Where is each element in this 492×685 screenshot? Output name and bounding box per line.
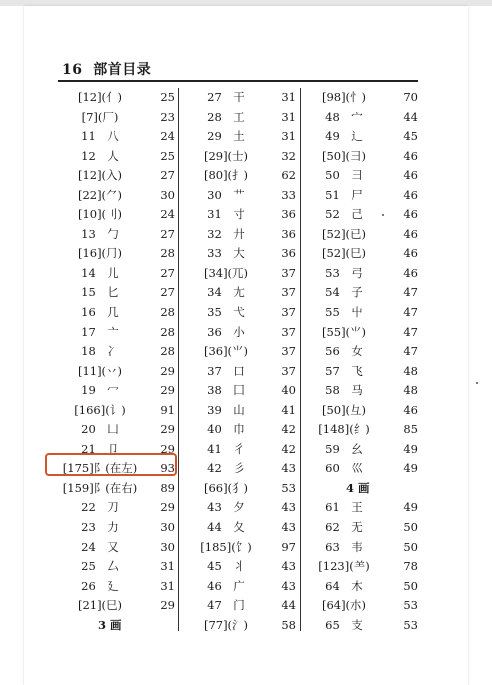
radical-entry xyxy=(58,147,178,167)
page-ref: 28 xyxy=(160,324,175,339)
radical-label: [21](巳) xyxy=(77,598,123,613)
radical-entry xyxy=(184,420,298,440)
page-ref: 28 xyxy=(160,305,175,320)
page-ref: 89 xyxy=(160,480,175,495)
radical-label: [185](饣) xyxy=(200,539,252,554)
radical-entry xyxy=(58,420,178,440)
radical-label: [11](丷) xyxy=(77,363,123,378)
page-ref: 62 xyxy=(281,168,296,183)
radical-entry xyxy=(184,459,298,479)
radical-label: [123](⺷) xyxy=(318,559,370,574)
radical-entry xyxy=(58,362,178,382)
page-ref: 29 xyxy=(160,500,175,515)
radical-label: [148](纟) xyxy=(318,422,370,437)
page-ref: 53 xyxy=(403,598,418,613)
radical-label: 55 屮 xyxy=(325,305,363,320)
page-ref: 41 xyxy=(281,402,296,417)
radical-label: [64](朩) xyxy=(321,598,367,613)
page-ref: 27 xyxy=(160,285,175,300)
radical-label: 65 支 xyxy=(325,617,363,632)
radical-entry xyxy=(184,440,298,460)
radical-label: 46 广 xyxy=(207,578,245,593)
radical-entry xyxy=(184,225,298,245)
radical-entry xyxy=(58,303,178,323)
radical-entry xyxy=(58,108,178,128)
radical-label: [10](刂) xyxy=(77,207,123,222)
radical-label: 12 人 xyxy=(81,148,119,163)
page-ref: 37 xyxy=(281,265,296,280)
radical-entry xyxy=(184,596,298,616)
radical-entry xyxy=(302,244,418,264)
page-ref: 37 xyxy=(281,344,296,359)
radical-entry xyxy=(184,303,298,323)
radical-entry xyxy=(58,88,178,108)
page-ref: 27 xyxy=(160,265,175,280)
page-ref: 46 xyxy=(403,402,418,417)
radical-label: [50](彑) xyxy=(321,402,367,417)
radical-label: [7](厂) xyxy=(81,109,119,124)
page-ref: 46 xyxy=(403,207,418,222)
radical-label: 53 弓 xyxy=(325,265,363,280)
radical-label: 16 几 xyxy=(81,305,119,320)
radical-entry xyxy=(58,498,178,518)
page-ref: 31 xyxy=(160,578,175,593)
radical-label: 49 辶 xyxy=(325,129,363,144)
radical-entry xyxy=(302,616,418,636)
radical-entry xyxy=(302,362,418,382)
radical-entry xyxy=(302,577,418,597)
radical-label: 60 巛 xyxy=(325,461,363,476)
radical-label: [66](犭) xyxy=(203,480,249,495)
radical-label: [80](扌) xyxy=(203,168,249,183)
radical-entry xyxy=(302,108,418,128)
radical-label: 44 夂 xyxy=(207,520,245,535)
radical-label: 39 山 xyxy=(207,402,245,417)
radical-label: 52 己 xyxy=(325,207,363,222)
radical-label: 23 力 xyxy=(81,520,119,535)
radical-entry xyxy=(302,205,418,225)
radical-entry xyxy=(184,538,298,558)
page-ref: 47 xyxy=(403,324,418,339)
radical-entry xyxy=(302,147,418,167)
radical-entry xyxy=(302,225,418,245)
radical-label: 13 勹 xyxy=(81,226,119,241)
page-ref: 78 xyxy=(403,559,418,574)
radical-entry xyxy=(184,518,298,538)
header-rule xyxy=(58,80,418,82)
page-ref: 49 xyxy=(403,461,418,476)
scan-speck xyxy=(476,382,478,384)
page-ref: 31 xyxy=(281,90,296,104)
radical-label: 30 艹 xyxy=(207,187,245,202)
radical-label: 22 刀 xyxy=(81,500,119,515)
page-ref: 29 xyxy=(160,363,175,378)
radical-label: 28 工 xyxy=(207,109,245,124)
radical-label: 54 子 xyxy=(325,285,363,300)
radical-entry xyxy=(184,264,298,284)
radical-entry xyxy=(58,538,178,558)
index-column-2 xyxy=(184,88,298,635)
radical-entry xyxy=(302,498,418,518)
radical-entry xyxy=(302,401,418,421)
radical-entry xyxy=(302,166,418,186)
page-ref: 25 xyxy=(160,90,175,104)
radical-entry xyxy=(184,205,298,225)
stroke-count-heading xyxy=(302,479,418,499)
page-ref: 43 xyxy=(281,578,296,593)
radical-entry xyxy=(58,323,178,343)
radical-entry xyxy=(302,538,418,558)
radical-label: 14 儿 xyxy=(81,265,119,280)
radical-entry xyxy=(58,186,178,206)
radical-entry xyxy=(184,166,298,186)
radical-label: 51 尸 xyxy=(325,187,363,202)
radical-entry xyxy=(184,498,298,518)
page-ref: 42 xyxy=(281,441,296,456)
radical-entry xyxy=(302,323,418,343)
page-ref: 97 xyxy=(281,539,296,554)
page-ref: 30 xyxy=(160,539,175,554)
page-ref: 37 xyxy=(281,285,296,300)
page-ref: 47 xyxy=(403,344,418,359)
page-ref: 24 xyxy=(160,129,175,144)
radical-label: 47 门 xyxy=(207,598,245,613)
radical-label: 42 彡 xyxy=(207,461,245,476)
radical-entry xyxy=(184,401,298,421)
radical-label: [98](忄) xyxy=(321,90,367,104)
radical-label: 20 凵 xyxy=(81,422,119,437)
radical-label: 17 亠 xyxy=(81,324,119,339)
page-ref: 85 xyxy=(403,422,418,437)
page-ref: 43 xyxy=(281,500,296,515)
radical-label: 26 廴 xyxy=(81,578,119,593)
radical-entry xyxy=(302,186,418,206)
radical-label: [12](亻) xyxy=(77,90,123,104)
page-ref: 93 xyxy=(160,461,175,476)
radical-label: 25 厶 xyxy=(81,559,119,574)
radical-entry xyxy=(58,264,178,284)
radical-label: 61 王 xyxy=(325,500,363,515)
page-ref: 30 xyxy=(160,520,175,535)
page-ref: 46 xyxy=(403,246,418,261)
page-ref: 44 xyxy=(281,598,296,613)
page-ref: 46 xyxy=(403,226,418,241)
page-ref: 36 xyxy=(281,226,296,241)
radical-label: 19 冖 xyxy=(81,383,119,398)
radical-label: [175]阝(在左) xyxy=(62,461,138,476)
page-ref: 30 xyxy=(160,187,175,202)
radical-entry xyxy=(302,127,418,147)
radical-label: 50 彐 xyxy=(325,168,363,183)
radical-label: 21 卩 xyxy=(81,441,119,456)
radical-entry xyxy=(302,342,418,362)
page-ref: 29 xyxy=(160,441,175,456)
radical-label: 15 匕 xyxy=(81,285,119,300)
page-ref: 46 xyxy=(403,187,418,202)
radical-entry xyxy=(302,381,418,401)
radical-label: [29](士) xyxy=(203,148,249,163)
page-ref: 49 xyxy=(403,441,418,456)
radical-entry xyxy=(58,244,178,264)
page-ref: 58 xyxy=(281,617,296,632)
page-ref: 24 xyxy=(160,207,175,222)
radical-entry xyxy=(58,401,178,421)
radical-label: 57 飞 xyxy=(325,363,363,378)
page-ref: 53 xyxy=(281,480,296,495)
radical-label: 31 寸 xyxy=(207,207,245,222)
radical-label: 3 画 xyxy=(98,617,122,632)
radical-label: 27 干 xyxy=(207,90,245,104)
radical-label: 36 小 xyxy=(207,324,245,339)
radical-entry xyxy=(302,557,418,577)
page-ref: 36 xyxy=(281,207,296,222)
radical-label: 29 土 xyxy=(207,129,245,144)
highlight-box xyxy=(45,453,177,476)
radical-label: [34](兀) xyxy=(203,265,249,280)
page-ref: 37 xyxy=(281,324,296,339)
index-column-3 xyxy=(302,88,418,635)
radical-label: 45 丬 xyxy=(207,559,245,574)
radical-label: [50](⺕) xyxy=(321,148,367,163)
radical-label: [52](已) xyxy=(321,226,367,241)
page-ref: 46 xyxy=(403,168,418,183)
radical-entry xyxy=(184,323,298,343)
radical-label: 41 彳 xyxy=(207,441,245,456)
radical-entry xyxy=(184,479,298,499)
page-ref: 48 xyxy=(403,363,418,378)
column-divider xyxy=(300,88,301,631)
radical-label: [166](讠) xyxy=(74,402,126,417)
radical-entry xyxy=(184,342,298,362)
radical-label: [22](⺈) xyxy=(77,187,123,202)
radical-entry xyxy=(58,225,178,245)
page-ref: 27 xyxy=(160,168,175,183)
radical-entry xyxy=(302,303,418,323)
radical-entry xyxy=(184,244,298,264)
page-number: 16 xyxy=(62,62,83,78)
radical-label: 37 口 xyxy=(207,363,245,378)
page-ref: 31 xyxy=(160,559,175,574)
radical-label: 33 大 xyxy=(207,246,245,261)
page-ref: 47 xyxy=(403,305,418,320)
radical-entry xyxy=(302,440,418,460)
page-header xyxy=(62,59,151,79)
radical-entry xyxy=(184,557,298,577)
page-ref: 45 xyxy=(403,129,418,144)
page-ref: 36 xyxy=(281,246,296,261)
radical-label: 35 弋 xyxy=(207,305,245,320)
page-ref: 48 xyxy=(403,383,418,398)
page-ref: 42 xyxy=(281,422,296,437)
page-ref: 50 xyxy=(403,520,418,535)
radical-label: [12](入) xyxy=(77,168,123,183)
radical-label: [16](⺆) xyxy=(77,246,123,261)
page-ref: 31 xyxy=(281,129,296,144)
page-ref: 43 xyxy=(281,559,296,574)
page-ref: 40 xyxy=(281,383,296,398)
page-ref: 50 xyxy=(403,539,418,554)
radical-label: 38 囗 xyxy=(207,383,245,398)
page-ref: 37 xyxy=(281,305,296,320)
radical-label: [55](⺌) xyxy=(321,324,367,339)
page-ref: 29 xyxy=(160,598,175,613)
page-ref: 29 xyxy=(160,383,175,398)
radical-entry xyxy=(58,127,178,147)
radical-entry xyxy=(58,205,178,225)
stroke-count-heading xyxy=(58,616,178,636)
radical-entry xyxy=(58,381,178,401)
page-ref: 50 xyxy=(403,578,418,593)
page-ref: 70 xyxy=(403,90,418,104)
radical-label: 32 廾 xyxy=(207,226,245,241)
radical-label: 63 韦 xyxy=(325,539,363,554)
radical-entry xyxy=(184,127,298,147)
page-ref: 28 xyxy=(160,246,175,261)
radical-label: 40 巾 xyxy=(207,422,245,437)
radical-entry xyxy=(302,459,418,479)
radical-entry xyxy=(58,518,178,538)
radical-label: 56 女 xyxy=(325,344,363,359)
radical-entry xyxy=(184,147,298,167)
page-ref: 27 xyxy=(160,226,175,241)
radical-entry xyxy=(58,479,178,499)
radical-label: 64 木 xyxy=(325,578,363,593)
radical-label: 58 马 xyxy=(325,383,363,398)
radical-entry xyxy=(184,108,298,128)
page-ref: 23 xyxy=(160,109,175,124)
page-ref: 49 xyxy=(403,500,418,515)
radical-entry xyxy=(58,166,178,186)
radical-label: [77](氵) xyxy=(203,617,249,632)
radical-label: 11 八 xyxy=(81,129,119,144)
page-ref: 44 xyxy=(403,109,418,124)
radical-label: 48 宀 xyxy=(325,109,363,124)
radical-entry xyxy=(58,342,178,362)
page-ref: 53 xyxy=(403,617,418,632)
page-ref: 37 xyxy=(281,363,296,378)
index-column-1 xyxy=(58,88,178,635)
radical-entry xyxy=(302,264,418,284)
page-ref: 43 xyxy=(281,520,296,535)
page-ref: 47 xyxy=(403,285,418,300)
page-ref: 28 xyxy=(160,344,175,359)
page-ref: 32 xyxy=(281,148,296,163)
page-ref: 46 xyxy=(403,148,418,163)
radical-entry xyxy=(302,88,418,108)
radical-label: 34 尢 xyxy=(207,285,245,300)
page-ref: 25 xyxy=(160,148,175,163)
radical-label: [36](⺌) xyxy=(203,344,249,359)
radical-entry xyxy=(58,577,178,597)
radical-label: 4 画 xyxy=(346,480,370,495)
radical-label: 62 无 xyxy=(325,520,363,535)
radical-label: 24 又 xyxy=(81,539,119,554)
radical-entry xyxy=(58,596,178,616)
radical-entry xyxy=(58,283,178,303)
radical-entry xyxy=(184,616,298,636)
radical-entry xyxy=(302,596,418,616)
radical-entry xyxy=(302,420,418,440)
page-ref: 46 xyxy=(403,265,418,280)
radical-entry xyxy=(184,577,298,597)
scan-speck xyxy=(382,214,384,216)
page-ref: 31 xyxy=(281,109,296,124)
page-ref: 91 xyxy=(160,402,175,417)
radical-entry xyxy=(58,557,178,577)
radical-entry xyxy=(302,518,418,538)
radical-entry xyxy=(184,381,298,401)
column-divider xyxy=(178,88,179,631)
radical-entry xyxy=(184,283,298,303)
radical-label: [52](巳) xyxy=(321,246,367,261)
radical-label: 43 夕 xyxy=(207,500,245,515)
radical-entry xyxy=(184,88,298,108)
radical-label: [159]阝(在右) xyxy=(62,480,138,495)
radical-label: 59 幺 xyxy=(325,441,363,456)
page-ref: 29 xyxy=(160,422,175,437)
page-ref: 33 xyxy=(281,187,296,202)
page-ref: 43 xyxy=(281,461,296,476)
radical-entry xyxy=(184,186,298,206)
radical-label: 18 冫 xyxy=(81,344,119,359)
radical-entry xyxy=(184,362,298,382)
page-title: 部首目录 xyxy=(93,62,152,78)
radical-entry xyxy=(302,283,418,303)
